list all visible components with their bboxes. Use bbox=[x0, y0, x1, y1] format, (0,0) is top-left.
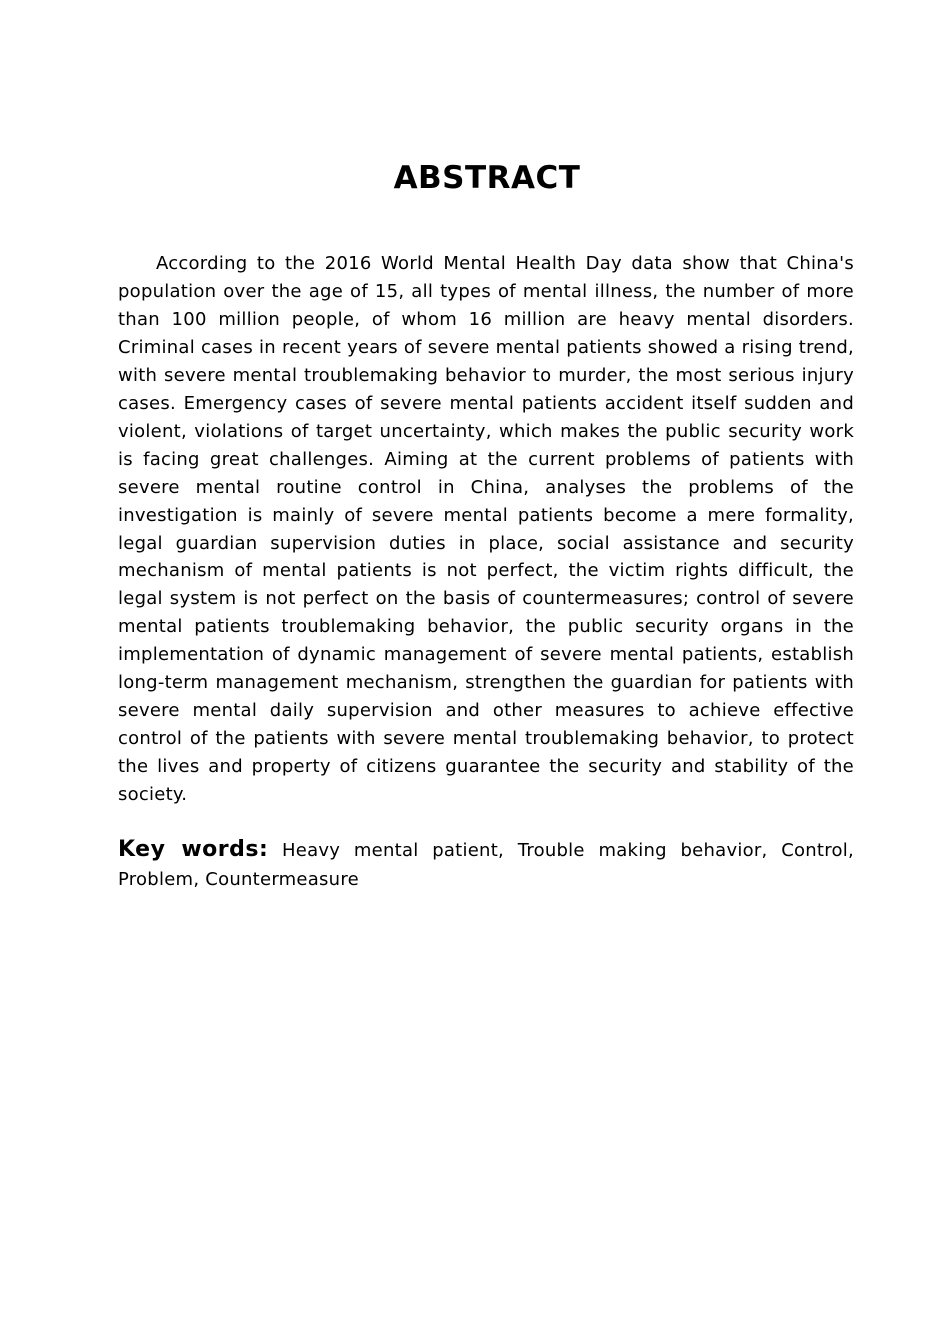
keywords-list: Heavy mental patient, Trouble making behavior, Control, Problem, Countermeasure bbox=[118, 840, 854, 890]
abstract-title: ABSTRACT bbox=[393, 160, 581, 196]
keywords-section bbox=[118, 835, 854, 894]
keywords-label: Key words: bbox=[118, 837, 269, 862]
abstract-paragraph: According to the 2016 World Mental Health Day data show that China's population over the age of 15, all types of mental illness, the number of more than 100 million people, of whom 16 million are heavy mental disorders. Criminal cases in recent years of severe mental patients showed a rising trend, with severe mental troublemaking behavior to murder, the most serious injury cases. Emergency cases of severe mental patients accident itself sudden and violent, violations of target uncertainty, which makes the public security work is facing great challenges. Aiming at the current problems of patients with severe mental routine control in China, analyses the problems of the investigation is mainly of severe mental patients become a mere formality, legal guardian supervision duties in place, social assistance and security mechanism of mental patients is not perfect, the victim rights difficult, the legal system is not perfect on the basis of countermeasures; control of severe mental patients troublemaking behavior, the public security organs in the implementation of dynamic management of severe mental patients, establish long-term management mechanism, strengthen the guardian for patients with severe mental daily supervision and other measures to achieve effective control of the patients with severe mental troublemaking behavior, to protect the lives and property of citizens guarantee the security and stability of the society. bbox=[118, 253, 854, 806]
